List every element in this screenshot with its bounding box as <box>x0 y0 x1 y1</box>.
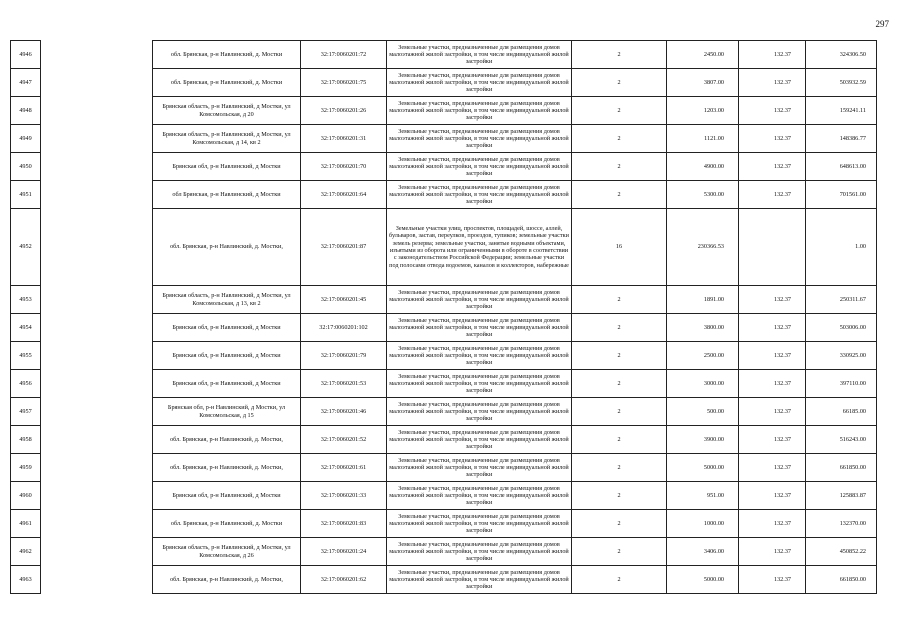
rate-cell: 132.37 <box>739 398 806 426</box>
row-number-cell: 4951 <box>11 181 41 209</box>
group-cell: 2 <box>572 69 667 97</box>
land-use-cell: Земельные участки, предназначенные для размещения домов малоэтажной жилой застройки, в том числе индивидуальной жилой застройки <box>387 153 572 181</box>
cadastral-value-cell: 1.00 <box>806 209 877 286</box>
group-cell: 16 <box>572 209 667 286</box>
row-number-cell: 4953 <box>11 286 41 314</box>
group-cell: 2 <box>572 314 667 342</box>
rate-cell: 132.37 <box>739 566 806 594</box>
rate-cell: 132.37 <box>739 41 806 69</box>
cadastral-value-cell: 701561.00 <box>806 181 877 209</box>
gap-cell <box>41 286 153 314</box>
rate-cell: 132.37 <box>739 69 806 97</box>
table-row <box>11 398 877 426</box>
cadastral-number-cell: 32:17:0060201:64 <box>301 181 387 209</box>
row-number-cell: 4948 <box>11 97 41 125</box>
gap-cell <box>41 209 153 286</box>
address-cell: обл Брянская, р-н Навлинский, д Мостки <box>153 181 301 209</box>
group-cell: 2 <box>572 370 667 398</box>
address-cell: Брянская обл, р-н Навлинский, д Мостки <box>153 342 301 370</box>
land-use-cell: Земельные участки, предназначенные для размещения домов малоэтажной жилой застройки, в том числе индивидуальной жилой застройки <box>387 181 572 209</box>
area-cell: 3900.00 <box>667 426 739 454</box>
cadastral-value-cell: 125883.87 <box>806 482 877 510</box>
group-cell: 2 <box>572 125 667 153</box>
row-number-cell: 4946 <box>11 41 41 69</box>
address-cell: обл. Брянская, р-н Навлинский, д. Мостки, <box>153 566 301 594</box>
cadastral-number-cell: 32:17:0060201:26 <box>301 97 387 125</box>
area-cell: 500.00 <box>667 398 739 426</box>
table-row <box>11 342 877 370</box>
gap-cell <box>41 566 153 594</box>
area-cell: 2500.00 <box>667 342 739 370</box>
cadastral-number-cell: 32:17:0060201:79 <box>301 342 387 370</box>
address-cell: обл. Брянская, р-н Навлинский, д. Мостки, <box>153 426 301 454</box>
table-row <box>11 125 877 153</box>
area-cell: 5000.00 <box>667 566 739 594</box>
table-row <box>11 181 877 209</box>
cadastral-number-cell: 32:17:0060201:24 <box>301 538 387 566</box>
address-cell: Брянская область, р-н Навлинский, д Мостки, ул Комсомольская, д 13, кв 2 <box>153 286 301 314</box>
address-cell: Брянская обл, р-н Навлинский, д Мостки, ул Комсомольская, д 15 <box>153 398 301 426</box>
area-cell: 1203.00 <box>667 97 739 125</box>
land-use-cell: Земельные участки, предназначенные для размещения домов малоэтажной жилой застройки, в том числе индивидуальной жилой застройки <box>387 97 572 125</box>
cadastral-value-cell: 159241.11 <box>806 97 877 125</box>
area-cell: 3406.00 <box>667 538 739 566</box>
rate-cell: 132.37 <box>739 286 806 314</box>
gap-cell <box>41 398 153 426</box>
gap-cell <box>41 426 153 454</box>
table-row <box>11 153 877 181</box>
group-cell: 2 <box>572 97 667 125</box>
table-row <box>11 538 877 566</box>
cadastral-value-cell: 648613.00 <box>806 153 877 181</box>
gap-cell <box>41 125 153 153</box>
land-use-cell: Земельные участки, предназначенные для размещения домов малоэтажной жилой застройки, в том числе индивидуальной жилой застройки <box>387 41 572 69</box>
group-cell: 2 <box>572 153 667 181</box>
group-cell: 2 <box>572 342 667 370</box>
rate-cell: 132.37 <box>739 125 806 153</box>
land-use-cell: Земельные участки, предназначенные для размещения домов малоэтажной жилой застройки, в том числе индивидуальной жилой застройки <box>387 510 572 538</box>
cadastral-value-cell: 503006.00 <box>806 314 877 342</box>
group-cell: 2 <box>572 538 667 566</box>
cadastral-number-cell: 32:17:0060201:31 <box>301 125 387 153</box>
cadastral-value-cell: 66185.00 <box>806 398 877 426</box>
land-use-cell: Земельные участки улиц, проспектов, площадей, шоссе, аллей, бульваров, застав, переулков, проездов, тупиков; земельные участки земель резерва; земельные участки, занятые водными объектами, изъятыми из оборота или ограниченными в обороте в соответствии с законодательством Российской Федерации; земельные участки под полосами отвода водоемов, каналов и коллекторов, набережные <box>387 209 572 286</box>
cadastral-number-cell: 32:17:0060201:61 <box>301 454 387 482</box>
address-cell: обл. Брянская, р-н Навлинский, д. Мостки <box>153 41 301 69</box>
table-row <box>11 566 877 594</box>
cadastral-value-cell: 661850.00 <box>806 454 877 482</box>
cadastral-number-cell: 32:17:0060201:52 <box>301 426 387 454</box>
land-use-cell: Земельные участки, предназначенные для размещения домов малоэтажной жилой застройки, в том числе индивидуальной жилой застройки <box>387 538 572 566</box>
row-number-cell: 4960 <box>11 482 41 510</box>
rate-cell: 132.37 <box>739 97 806 125</box>
table-row <box>11 510 877 538</box>
rate-cell <box>739 209 806 286</box>
land-use-cell: Земельные участки, предназначенные для размещения домов малоэтажной жилой застройки, в том числе индивидуальной жилой застройки <box>387 342 572 370</box>
gap-cell <box>41 97 153 125</box>
address-cell: Брянская область, р-н Навлинский, д Мостки, ул Комсомольская, д 20 <box>153 97 301 125</box>
address-cell: Брянская область, р-н Навлинский, д Мостки, ул Комсомольская, д 14, кв 2 <box>153 125 301 153</box>
rate-cell: 132.37 <box>739 426 806 454</box>
land-use-cell: Земельные участки, предназначенные для размещения домов малоэтажной жилой застройки, в том числе индивидуальной жилой застройки <box>387 69 572 97</box>
gap-cell <box>41 510 153 538</box>
gap-cell <box>41 41 153 69</box>
table-row <box>11 426 877 454</box>
land-use-cell: Земельные участки, предназначенные для размещения домов малоэтажной жилой застройки, в том числе индивидуальной жилой застройки <box>387 398 572 426</box>
address-cell: Брянская обл, р-н Навлинский, д Мостки <box>153 370 301 398</box>
area-cell: 3000.00 <box>667 370 739 398</box>
address-cell: Брянская обл, р-н Навлинский, д Мостки <box>153 482 301 510</box>
cadastral-number-cell: 32:17:0060201:102 <box>301 314 387 342</box>
area-cell: 230366.53 <box>667 209 739 286</box>
area-cell: 3807.00 <box>667 69 739 97</box>
cadastral-number-cell: 32:17:0060201:53 <box>301 370 387 398</box>
cadastral-number-cell: 32:17:0060201:45 <box>301 286 387 314</box>
land-use-cell: Земельные участки, предназначенные для размещения домов малоэтажной жилой застройки, в том числе индивидуальной жилой застройки <box>387 314 572 342</box>
address-cell: обл. Брянская, р-н Навлинский, д. Мостки, <box>153 209 301 286</box>
rate-cell: 132.37 <box>739 153 806 181</box>
area-cell: 4900.00 <box>667 153 739 181</box>
address-cell: обл. Брянская, р-н Навлинский, д. Мостки <box>153 69 301 97</box>
group-cell: 2 <box>572 482 667 510</box>
row-number-cell: 4949 <box>11 125 41 153</box>
gap-cell <box>41 69 153 97</box>
land-use-cell: Земельные участки, предназначенные для размещения домов малоэтажной жилой застройки, в том числе индивидуальной жилой застройки <box>387 482 572 510</box>
cadastral-number-cell: 32:17:0060201:70 <box>301 153 387 181</box>
cadastral-value-cell: 503932.59 <box>806 69 877 97</box>
cadastral-number-cell: 32:17:0060201:62 <box>301 566 387 594</box>
cadastral-number-cell: 32:17:0060201:75 <box>301 69 387 97</box>
cadastral-value-cell: 661850.00 <box>806 566 877 594</box>
cadastral-value-cell: 132370.00 <box>806 510 877 538</box>
table-row <box>11 314 877 342</box>
row-number-cell: 4954 <box>11 314 41 342</box>
land-use-cell: Земельные участки, предназначенные для размещения домов малоэтажной жилой застройки, в том числе индивидуальной жилой застройки <box>387 454 572 482</box>
cadastral-value-cell: 148386.77 <box>806 125 877 153</box>
rate-cell: 132.37 <box>739 181 806 209</box>
area-cell: 1891.00 <box>667 286 739 314</box>
land-use-cell: Земельные участки, предназначенные для размещения домов малоэтажной жилой застройки, в том числе индивидуальной жилой застройки <box>387 426 572 454</box>
group-cell: 2 <box>572 510 667 538</box>
table-body <box>11 41 877 594</box>
gap-cell <box>41 314 153 342</box>
cadastral-value-cell: 516243.00 <box>806 426 877 454</box>
row-number-cell: 4956 <box>11 370 41 398</box>
group-cell: 2 <box>572 426 667 454</box>
rate-cell: 132.37 <box>739 510 806 538</box>
address-cell: обл. Брянская, р-н Навлинский, д. Мостки, <box>153 454 301 482</box>
area-cell: 1121.00 <box>667 125 739 153</box>
table-row <box>11 286 877 314</box>
cadastral-table <box>10 40 877 594</box>
group-cell: 2 <box>572 286 667 314</box>
group-cell: 2 <box>572 181 667 209</box>
address-cell: Брянская обл, р-н Навлинский, д Мостки <box>153 314 301 342</box>
row-number-cell: 4958 <box>11 426 41 454</box>
table-row <box>11 209 877 286</box>
table-row <box>11 41 877 69</box>
gap-cell <box>41 454 153 482</box>
rate-cell: 132.37 <box>739 314 806 342</box>
row-number-cell: 4961 <box>11 510 41 538</box>
cadastral-number-cell: 32:17:0060201:87 <box>301 209 387 286</box>
address-cell: Брянская обл, р-н Навлинский, д Мостки <box>153 153 301 181</box>
address-cell: Брянская область, р-н Навлинский, д Мостки, ул Комсомольская, д 26 <box>153 538 301 566</box>
row-number-cell: 4955 <box>11 342 41 370</box>
gap-cell <box>41 342 153 370</box>
rate-cell: 132.37 <box>739 538 806 566</box>
page-number: 297 <box>875 19 889 29</box>
row-number-cell: 4962 <box>11 538 41 566</box>
area-cell: 5000.00 <box>667 454 739 482</box>
cadastral-value-cell: 330925.00 <box>806 342 877 370</box>
cadastral-number-cell: 32:17:0060201:83 <box>301 510 387 538</box>
rate-cell: 132.37 <box>739 482 806 510</box>
row-number-cell: 4950 <box>11 153 41 181</box>
row-number-cell: 4963 <box>11 566 41 594</box>
land-use-cell: Земельные участки, предназначенные для размещения домов малоэтажной жилой застройки, в том числе индивидуальной жилой застройки <box>387 370 572 398</box>
row-number-cell: 4947 <box>11 69 41 97</box>
cadastral-number-cell: 32:17:0060201:72 <box>301 41 387 69</box>
gap-cell <box>41 538 153 566</box>
area-cell: 5300.00 <box>667 181 739 209</box>
cadastral-value-cell: 397110.00 <box>806 370 877 398</box>
group-cell: 2 <box>572 398 667 426</box>
cadastral-value-cell: 324306.50 <box>806 41 877 69</box>
land-use-cell: Земельные участки, предназначенные для размещения домов малоэтажной жилой застройки, в том числе индивидуальной жилой застройки <box>387 125 572 153</box>
address-cell: обл. Брянская, р-н Навлинский, д. Мостки <box>153 510 301 538</box>
gap-cell <box>41 370 153 398</box>
gap-cell <box>41 153 153 181</box>
area-cell: 1000.00 <box>667 510 739 538</box>
row-number-cell: 4952 <box>11 209 41 286</box>
rate-cell: 132.37 <box>739 342 806 370</box>
gap-cell <box>41 482 153 510</box>
group-cell: 2 <box>572 566 667 594</box>
group-cell: 2 <box>572 41 667 69</box>
group-cell: 2 <box>572 454 667 482</box>
rate-cell: 132.37 <box>739 454 806 482</box>
land-use-cell: Земельные участки, предназначенные для размещения домов малоэтажной жилой застройки, в том числе индивидуальной жилой застройки <box>387 566 572 594</box>
area-cell: 951.00 <box>667 482 739 510</box>
cadastral-value-cell: 450852.22 <box>806 538 877 566</box>
row-number-cell: 4957 <box>11 398 41 426</box>
cadastral-number-cell: 32:17:0060201:33 <box>301 482 387 510</box>
area-cell: 3800.00 <box>667 314 739 342</box>
area-cell: 2450.00 <box>667 41 739 69</box>
cadastral-value-cell: 250311.67 <box>806 286 877 314</box>
table-row <box>11 370 877 398</box>
table-row <box>11 97 877 125</box>
gap-cell <box>41 181 153 209</box>
table-row <box>11 69 877 97</box>
table-row <box>11 454 877 482</box>
table-row <box>11 482 877 510</box>
cadastral-number-cell: 32:17:0060201:46 <box>301 398 387 426</box>
rate-cell: 132.37 <box>739 370 806 398</box>
land-use-cell: Земельные участки, предназначенные для размещения домов малоэтажной жилой застройки, в том числе индивидуальной жилой застройки <box>387 286 572 314</box>
row-number-cell: 4959 <box>11 454 41 482</box>
